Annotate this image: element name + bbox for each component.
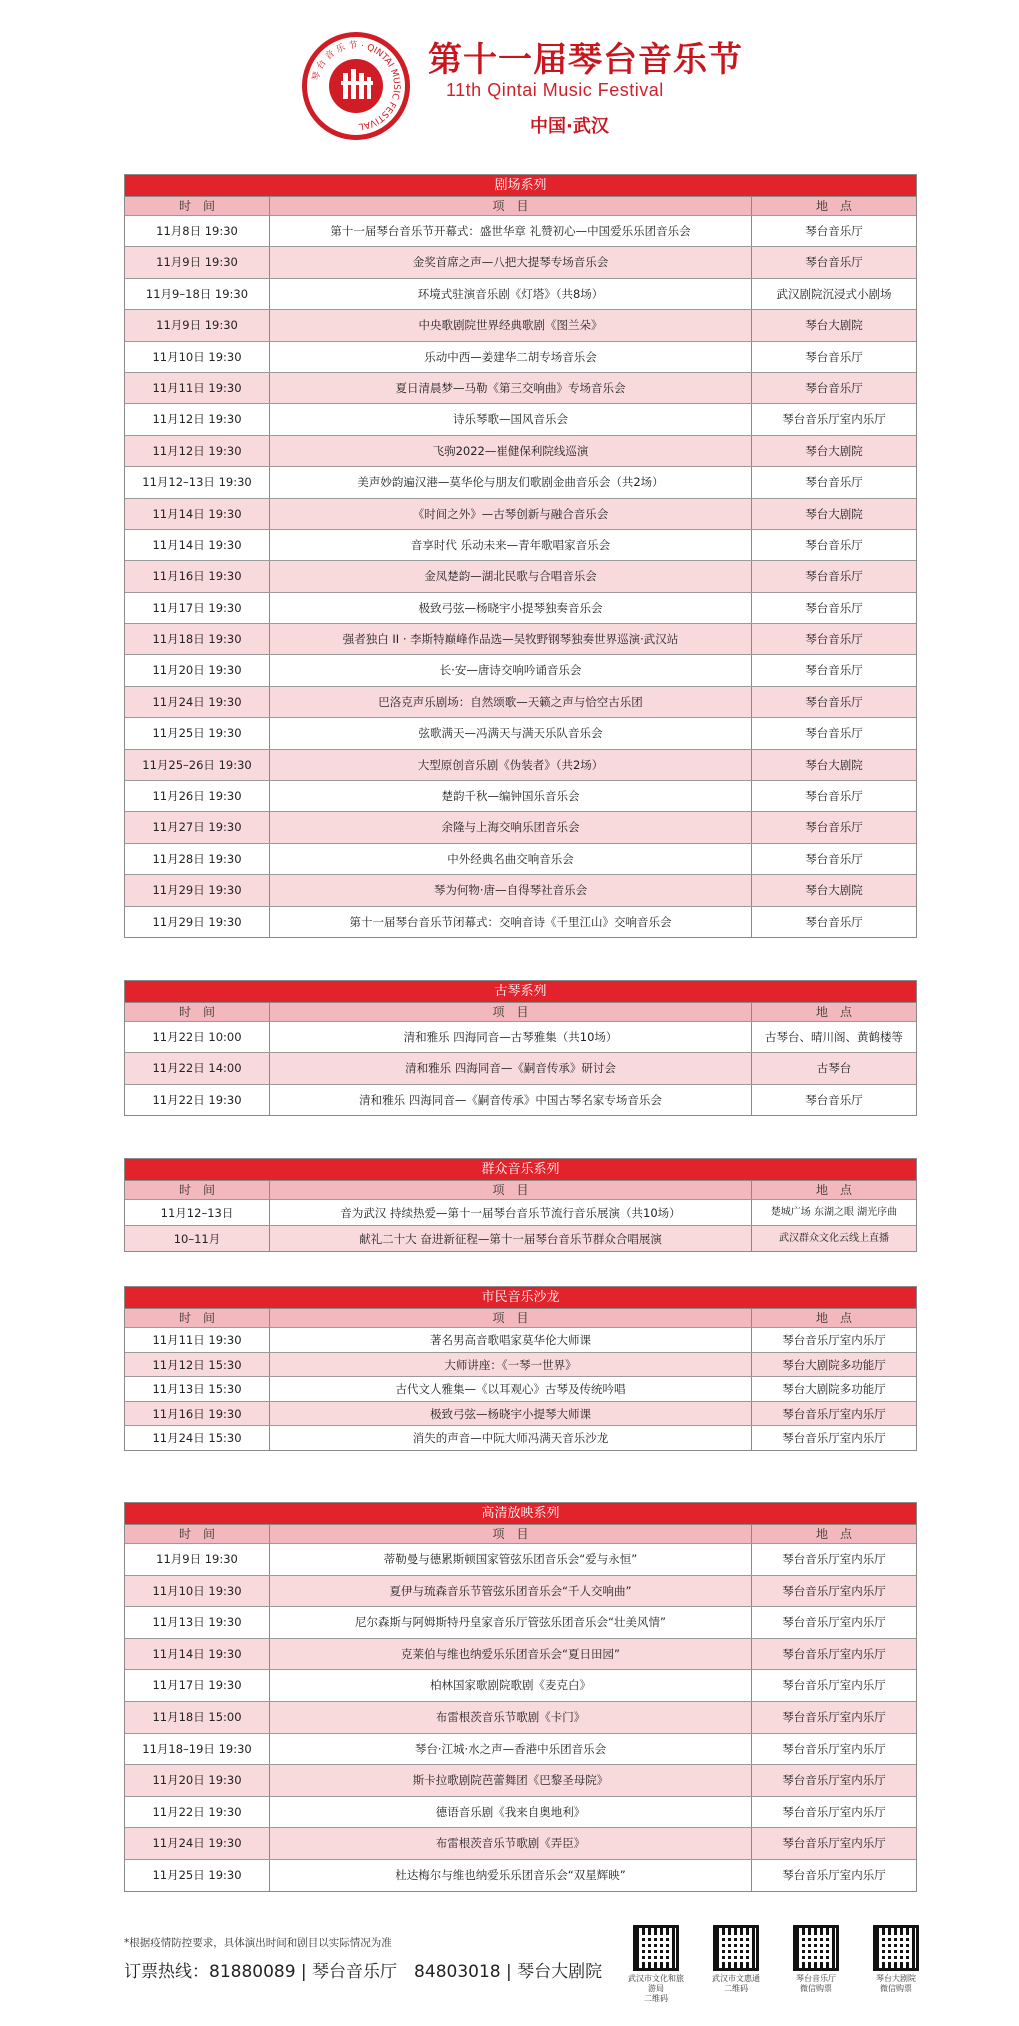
qr-caption: 琴台大剧院 微信购票: [876, 1974, 916, 1993]
program-table: [124, 1502, 917, 1892]
row-program: 余隆与上海交响乐团音乐会: [270, 812, 752, 842]
row-time: 11月18日 15:00: [125, 1702, 270, 1733]
table-row: [125, 1352, 916, 1377]
qr-code-concert-hall[interactable]: [786, 1925, 846, 1994]
row-venue: 琴台音乐厅: [805, 255, 863, 270]
row-time: 11月22日 19:30: [125, 1797, 270, 1828]
row-program: 金凤楚韵—湖北民歌与合唱音乐会: [270, 561, 752, 591]
row-venue: 琴台音乐厅室内乐厅: [782, 1583, 886, 1598]
table-row: [125, 1327, 916, 1352]
row-time: 11月29日 19:30: [125, 907, 270, 937]
table-row: [125, 749, 916, 780]
row-venue: 琴台音乐厅: [805, 475, 863, 490]
row-venue: 琴台音乐厅: [805, 820, 863, 835]
row-time: 11月22日 14:00: [125, 1053, 270, 1083]
table-row: [125, 1733, 916, 1765]
column-header-place: 地 点: [815, 1527, 852, 1541]
row-program: 巴洛克声乐剧场：自然颂歌—天籁之声与恰空古乐团: [270, 687, 752, 717]
row-program: 柏林国家歌剧院歌剧《麦克白》: [270, 1670, 752, 1701]
row-program: 金奖首席之声—八把大提琴专场音乐会: [270, 247, 752, 277]
row-venue: 琴台音乐厅: [805, 380, 863, 395]
column-header-row: [125, 196, 916, 215]
row-venue: 琴台音乐厅: [805, 694, 863, 709]
row-time: 11月27日 19:30: [125, 812, 270, 842]
table-row: [125, 592, 916, 623]
row-program: 强者独白 II · 李斯特巅峰作品选—吴牧野钢琴独奏世界巡演·武汉站: [270, 624, 752, 654]
table-row: [125, 1575, 916, 1607]
row-program: 大型原创音乐剧《伪装者》（共2场）: [270, 750, 752, 780]
row-time: 10–11月: [125, 1226, 270, 1251]
row-time: 11月10日 19:30: [125, 1576, 270, 1607]
row-program: 中央歌剧院世界经典歌剧《图兰朵》: [270, 310, 752, 340]
row-time: 11月18–19日 19:30: [125, 1734, 270, 1765]
row-program: 琴为何物·唐—自得琴社音乐会: [270, 875, 752, 905]
row-time: 11月14日 19:30: [125, 1639, 270, 1670]
row-time: 11月24日 19:30: [125, 687, 270, 717]
qr-code-icon: [633, 1925, 679, 1971]
column-header-place: 地 点: [815, 199, 852, 213]
table-row: [125, 372, 916, 403]
table-row: [125, 780, 916, 811]
row-venue: 古琴台: [816, 1061, 852, 1076]
section-title: 高清放映系列: [125, 1503, 916, 1524]
row-time: 11月11日 19:30: [125, 373, 270, 403]
table-row: [125, 874, 916, 905]
table-row: [125, 654, 916, 685]
row-venue: 琴台大剧院: [805, 757, 863, 772]
row-venue: 琴台音乐厅: [805, 663, 863, 678]
row-time: 11月28日 19:30: [125, 844, 270, 874]
table-row: [125, 435, 916, 466]
row-program: 楚韵千秋—编钟国乐音乐会: [270, 781, 752, 811]
row-program: 环境式驻演音乐剧《灯塔》（共8场）: [270, 279, 752, 309]
table-row: [125, 403, 916, 434]
row-venue: 琴台音乐厅室内乐厅: [782, 1709, 886, 1724]
table-row: [125, 1225, 916, 1251]
row-program: 夏伊与琉森音乐节管弦乐团音乐会“千人交响曲”: [270, 1576, 752, 1607]
row-program: 第十一届琴台音乐节开幕式：盛世华章 礼赞初心—中国爱乐乐团音乐会: [270, 216, 752, 246]
row-time: 11月25日 19:30: [125, 718, 270, 748]
row-venue: 琴台音乐厅室内乐厅: [782, 1678, 886, 1693]
table-row: [125, 811, 916, 842]
table-row: [125, 560, 916, 591]
column-header-row: [125, 1180, 916, 1199]
row-venue: 琴台音乐厅: [805, 224, 863, 238]
table-row: [125, 623, 916, 654]
row-venue: 琴台音乐厅室内乐厅: [782, 1431, 886, 1445]
row-time: 11月9日 19:30: [125, 310, 270, 340]
row-venue: 琴台音乐厅室内乐厅: [782, 1406, 886, 1421]
row-time: 11月25日 19:30: [125, 1860, 270, 1891]
table-row: [125, 717, 916, 748]
column-header-row: [125, 1524, 916, 1543]
qr-caption: 武汉市文惠通 二维码: [712, 1974, 760, 1993]
row-time: 11月10日 19:30: [125, 342, 270, 372]
row-program: 布雷根茨音乐节歌剧《卡门》: [270, 1702, 752, 1733]
row-venue: 琴台音乐厅室内乐厅: [782, 1773, 886, 1788]
row-program: 乐动中西—姜建华二胡专场音乐会: [270, 342, 752, 372]
row-program: 大师讲座：《一琴一世界》: [270, 1353, 752, 1377]
column-header-time: 时 间: [125, 1181, 270, 1199]
column-header-place: 地 点: [815, 1311, 852, 1325]
qr-code-wenhuitong[interactable]: [706, 1925, 766, 1994]
row-program: 古代文人雅集—《以耳观心》古琴及传统吟唱: [270, 1377, 752, 1401]
row-venue: 琴台音乐厅室内乐厅: [782, 1836, 886, 1851]
row-time: 11月12日 19:30: [125, 436, 270, 466]
row-time: 11月20日 19:30: [125, 1765, 270, 1796]
section-title: 群众音乐系列: [125, 1159, 916, 1180]
column-header-item: 项 目: [270, 1181, 752, 1199]
row-venue: 琴台音乐厅室内乐厅: [782, 1741, 886, 1756]
row-venue: 琴台大剧院多功能厅: [782, 1357, 886, 1372]
row-venue: 琴台音乐厅: [805, 600, 863, 615]
festival-title-en: 11th Qintai Music Festival: [446, 80, 664, 100]
row-program: 杜达梅尔与维也纳爱乐乐团音乐会“双星辉映”: [270, 1860, 752, 1891]
row-time: 11月16日 19:30: [125, 1402, 270, 1426]
row-time: 11月24日 15:30: [125, 1426, 270, 1450]
row-time: 11月9日 19:30: [125, 1544, 270, 1575]
row-time: 11月12–13日: [125, 1200, 270, 1225]
row-program: 蒂勒曼与德累斯顿国家管弦乐团音乐会“爱与永恒”: [270, 1544, 752, 1575]
row-program: 清和雅乐 四海同音—《嗣音传承》研讨会: [270, 1053, 752, 1083]
program-table: [124, 980, 917, 1116]
table-row: [125, 529, 916, 560]
table-row: [125, 215, 916, 246]
row-program: 诗乐琴歌—国风音乐会: [270, 404, 752, 434]
row-program: 克莱伯与维也纳爱乐乐团音乐会“夏日田园”: [270, 1639, 752, 1670]
row-venue: 琴台音乐厅: [805, 349, 863, 364]
row-venue: 琴台音乐厅室内乐厅: [782, 1867, 886, 1882]
table-row: [125, 686, 916, 717]
row-venue: 琴台音乐厅: [805, 1092, 863, 1107]
row-time: 11月16日 19:30: [125, 561, 270, 591]
row-venue: 琴台音乐厅: [805, 537, 863, 552]
table-row: [125, 1827, 916, 1859]
row-venue: 古琴台、晴川阁、黄鹤楼等: [765, 1030, 903, 1044]
row-program: 献礼二十大 奋进新征程—第十一届琴台音乐节群众合唱展演: [270, 1226, 752, 1251]
column-header-time: 时 间: [125, 197, 270, 215]
table-row: [125, 843, 916, 874]
column-header-item: 项 目: [270, 1525, 752, 1543]
row-time: 11月13日 15:30: [125, 1377, 270, 1401]
row-time: 11月8日 19:30: [125, 216, 270, 246]
row-time: 11月24日 19:30: [125, 1828, 270, 1859]
row-time: 11月26日 19:30: [125, 781, 270, 811]
table-row: [125, 1199, 916, 1225]
festival-title-cn: 第十一届琴台音乐节: [428, 40, 743, 80]
row-program: 音享时代 乐动未来—青年歌唱家音乐会: [270, 530, 752, 560]
table-row: [125, 341, 916, 372]
row-time: 11月22日 19:30: [125, 1085, 270, 1115]
row-venue: 琴台大剧院: [805, 318, 863, 333]
row-program: 音为武汉 持续热爱—第十一届琴台音乐节流行音乐展演（共10场）: [270, 1200, 752, 1225]
row-time: 11月17日 19:30: [125, 1670, 270, 1701]
row-venue: 琴台音乐厅室内乐厅: [782, 1804, 886, 1819]
row-time: 11月20日 19:30: [125, 655, 270, 685]
row-program: 中外经典名曲交响音乐会: [270, 844, 752, 874]
table-row: [125, 1052, 916, 1083]
festival-location: 中国·武汉: [530, 116, 609, 137]
table-row: [125, 1796, 916, 1828]
row-venue: 琴台音乐厅: [805, 726, 863, 741]
column-header-place: 地 点: [815, 1183, 852, 1197]
row-venue: 琴台音乐厅室内乐厅: [782, 1615, 886, 1630]
row-venue: 琴台音乐厅: [805, 632, 863, 647]
row-program: 清和雅乐 四海同音—古琴雅集（共10场）: [270, 1022, 752, 1052]
logo-emblem-icon: [329, 59, 383, 113]
row-program: 极致弓弦—杨晓宇小提琴大师课: [270, 1402, 752, 1426]
row-venue: 琴台音乐厅: [805, 789, 863, 804]
table-row: [125, 1669, 916, 1701]
row-time: 11月13日 19:30: [125, 1607, 270, 1638]
row-venue: 琴台音乐厅室内乐厅: [782, 1333, 886, 1347]
row-program: 布雷根茨音乐节歌剧《弄臣》: [270, 1828, 752, 1859]
row-time: 11月17日 19:30: [125, 593, 270, 623]
row-venue: 琴台音乐厅室内乐厅: [782, 1646, 886, 1661]
table-row: [125, 1401, 916, 1426]
qr-code-grand-theatre[interactable]: [866, 1925, 926, 1994]
column-header-item: 项 目: [270, 1003, 752, 1021]
section-title: 剧场系列: [125, 175, 916, 196]
row-program: 夏日清晨梦—马勒《第三交响曲》专场音乐会: [270, 373, 752, 403]
row-program: 德语音乐剧《我来自奥地利》: [270, 1797, 752, 1828]
row-program: 尼尔森斯与阿姆斯特丹皇家音乐厅管弦乐团音乐会“壮美风情”: [270, 1607, 752, 1638]
table-row: [125, 1764, 916, 1796]
qr-code-icon: [793, 1925, 839, 1971]
row-program: 著名男高音歌唱家莫华伦大师课: [270, 1328, 752, 1352]
booking-hotline: 订票热线：81880089 | 琴台音乐厅 84803018 | 琴台大剧院: [124, 1962, 603, 1982]
festival-header: [0, 0, 1019, 165]
row-time: 11月12–13日 19:30: [125, 467, 270, 497]
table-row: [125, 278, 916, 309]
section-title: 古琴系列: [125, 981, 916, 1002]
column-header-time: 时 间: [125, 1525, 270, 1543]
program-table: [124, 1158, 917, 1252]
row-time: 11月25–26日 19:30: [125, 750, 270, 780]
qr-code-culture-bureau[interactable]: [626, 1925, 686, 2004]
row-time: 11月18日 19:30: [125, 624, 270, 654]
row-venue: 琴台音乐厅室内乐厅: [782, 412, 886, 427]
table-row: [125, 1021, 916, 1052]
row-time: 11月9日 19:30: [125, 247, 270, 277]
column-header-time: 时 间: [125, 1003, 270, 1021]
table-row: [125, 1701, 916, 1733]
row-venue: 琴台音乐厅: [805, 569, 863, 584]
row-time: 11月12日 15:30: [125, 1353, 270, 1377]
program-table: [124, 174, 917, 938]
row-program: 第十一届琴台音乐节闭幕式：交响音诗《千里江山》交响音乐会: [270, 907, 752, 937]
row-program: 飞驹2022—崔健保利院线巡演: [270, 436, 752, 466]
row-time: 11月12日 19:30: [125, 404, 270, 434]
column-header-place: 地 点: [815, 1005, 852, 1019]
section-title: 市民音乐沙龙: [125, 1287, 916, 1308]
row-program: 《时间之外》—古琴创新与融合音乐会: [270, 499, 752, 529]
column-header-time: 时 间: [125, 1309, 270, 1327]
row-venue: 琴台音乐厅室内乐厅: [782, 1552, 886, 1566]
festival-logo: [302, 32, 410, 140]
row-program: 琴台·江城·水之声—香港中乐团音乐会: [270, 1734, 752, 1765]
table-row: [125, 1084, 916, 1115]
row-program: 美声妙韵遍汉港—莫华伦与朋友们歌剧金曲音乐会（共2场）: [270, 467, 752, 497]
table-row: [125, 466, 916, 497]
table-row: [125, 906, 916, 937]
table-row: [125, 498, 916, 529]
row-venue: 武汉剧院沉浸式小剧场: [776, 286, 892, 301]
table-row: [125, 1859, 916, 1891]
row-program: 斯卡拉歌剧院芭蕾舞团《巴黎圣母院》: [270, 1765, 752, 1796]
row-venue: 琴台大剧院: [805, 506, 863, 521]
row-time: 11月14日 19:30: [125, 499, 270, 529]
table-row: [125, 246, 916, 277]
row-time: 11月14日 19:30: [125, 530, 270, 560]
row-program: 消失的声音—中阮大师冯满天音乐沙龙: [270, 1426, 752, 1450]
row-program: 清和雅乐 四海同音—《嗣音传承》中国古琴名家专场音乐会: [270, 1085, 752, 1115]
table-row: [125, 309, 916, 340]
footer-note: *根据疫情防控要求，具体演出时间和剧目以实际情况为准: [124, 1937, 392, 1949]
row-venue: 琴台大剧院: [805, 883, 863, 898]
qr-code-icon: [873, 1925, 919, 1971]
row-venue: 楚城广场 东湖之眼 湖光序曲: [770, 1207, 898, 1218]
column-header-row: [125, 1308, 916, 1327]
row-venue: 琴台音乐厅: [805, 914, 863, 929]
row-program: 弦歌满天—冯满天与满天乐队音乐会: [270, 718, 752, 748]
qr-caption: 武汉市文化和旅游局 二维码: [628, 1974, 684, 2003]
table-row: [125, 1425, 916, 1450]
qr-code-icon: [713, 1925, 759, 1971]
program-table: [124, 1286, 917, 1451]
svg-text:琴 台 音 乐 节 · QINTAI MUSIC FESTI: 琴 台 音 乐 节 · QINTAI MUSIC FESTIVAL: [311, 40, 402, 131]
table-row: [125, 1606, 916, 1638]
table-row: [125, 1638, 916, 1670]
table-row: [125, 1543, 916, 1575]
row-venue: 琴台大剧院: [805, 443, 863, 458]
row-program: 长·安—唐诗交响吟诵音乐会: [270, 655, 752, 685]
column-header-item: 项 目: [270, 1309, 752, 1327]
table-row: [125, 1376, 916, 1401]
row-program: 极致弓弦—杨晓宇小提琴独奏音乐会: [270, 593, 752, 623]
column-header-row: [125, 1002, 916, 1021]
row-venue: 琴台大剧院多功能厅: [782, 1382, 886, 1396]
qr-caption: 琴台音乐厅 微信购票: [796, 1974, 836, 1993]
column-header-item: 项 目: [270, 197, 752, 215]
row-time: 11月29日 19:30: [125, 875, 270, 905]
row-venue: 武汉群众文化云线上直播: [779, 1233, 889, 1244]
row-venue: 琴台音乐厅: [805, 851, 863, 866]
row-time: 11月22日 10:00: [125, 1022, 270, 1052]
row-time: 11月11日 19:30: [125, 1328, 270, 1352]
row-time: 11月9–18日 19:30: [125, 279, 270, 309]
